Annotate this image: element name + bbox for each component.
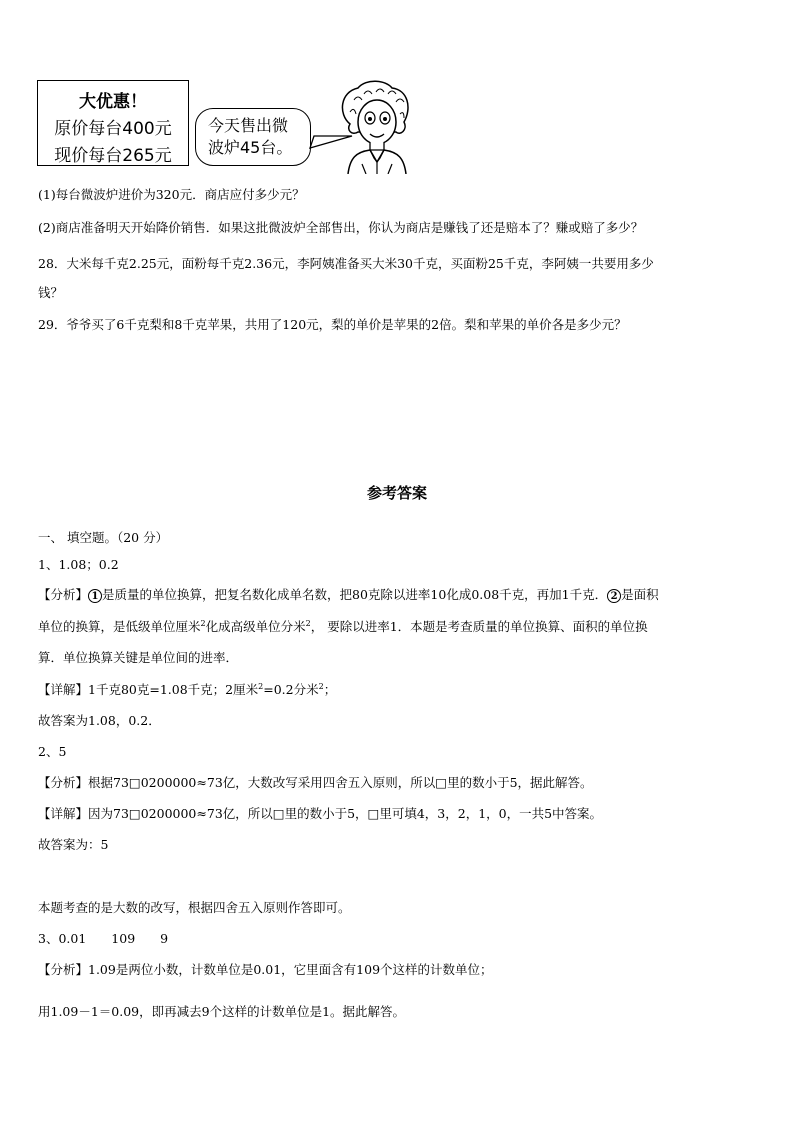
answer-2-comment: 本题考查的是大数的改写，根据四舍五入原则作答即可。 xyxy=(38,900,351,915)
question-27-2: (2)商店准备明天开始降价销售．如果这批微波炉全部售出，你认为商店是赚钱了还是赔本了？赚或赔了多少？ xyxy=(38,220,644,235)
answer-2-detail: 【详解】因为73□0200000≈73亿，所以□里的数小于5，□里可填4，3，2，1，0，一共5中答案。 xyxy=(38,806,603,821)
answer-3-analysis-line2: 用1.09－1＝0.09，即再减去9个这样的计数单位是1。据此解答。 xyxy=(38,1004,406,1019)
answer-2-result: 故答案为：5 xyxy=(38,837,109,852)
answer-3-number: 3、0.01 109 9 xyxy=(38,931,169,946)
answers-title: 参考答案 xyxy=(366,484,427,502)
section-1-heading: 一、 填空题。（20 分） xyxy=(38,530,169,545)
speech-bubble xyxy=(195,108,311,166)
superscript: 2 xyxy=(258,681,264,691)
answer-1-detail xyxy=(38,682,336,698)
question-27-1: (1)每台微波炉进价为320元．商店应付多少元？ xyxy=(38,187,305,202)
detail-text-c: ； xyxy=(323,682,337,697)
current-price: 现价每台265元 xyxy=(54,146,172,166)
analysis-text-1b: 是面积 xyxy=(621,587,659,602)
analysis-text-2b: 化成高级单位分米 xyxy=(205,619,306,634)
answer-1-analysis-line3: 算．单位换算关键是单位间的进率． xyxy=(38,650,239,665)
answer-1-result: 故答案为1.08，0.2． xyxy=(38,713,161,728)
sale-title: 大优惠！ xyxy=(79,92,147,112)
answer-2-number: 2、5 xyxy=(38,744,67,759)
speech-line-2: 波炉45台。 xyxy=(208,138,293,157)
analysis-text-2a: 单位的换算，是低级单位厘米 xyxy=(38,619,201,634)
answer-1-analysis-line1 xyxy=(38,587,659,603)
answer-1-number: 1、1.08；0.2 xyxy=(38,557,119,572)
superscript: 2 xyxy=(318,681,324,691)
analysis-text-1: 是质量的单位换算，把复名数化成单名数，把80克除以进率10化成0.08千克，再加1千克． xyxy=(102,587,608,602)
clerk-figure-icon xyxy=(300,78,420,174)
answer-1-analysis-line2 xyxy=(38,619,648,635)
answer-3-analysis: 【分析】1.09是两位小数，计数单位是0.01，它里面含有109个这样的计数单位； xyxy=(38,962,493,977)
circled-number-1: 1 xyxy=(88,589,102,603)
original-price: 原价每台400元 xyxy=(54,119,172,139)
detail-text-a: 1千克80克=1.08千克；2厘米 xyxy=(88,682,259,697)
superscript: 2 xyxy=(305,618,311,628)
superscript: 2 xyxy=(200,618,206,628)
question-28-line2: 钱？ xyxy=(38,285,64,300)
detail-label: 【详解】 xyxy=(38,682,89,697)
detail-text-b: =0.2分米 xyxy=(263,682,319,697)
analysis-text-2c: ， 要除以进率1．本题是考查质量的单位换算、面积的单位换 xyxy=(310,619,648,634)
sale-sign xyxy=(37,80,189,166)
question-29: 29．爷爷买了6千克梨和8千克苹果，共用了120元，梨的单价是苹果的2倍。梨和苹果的单价各是多少元？ xyxy=(38,317,627,332)
answer-2-analysis: 【分析】根据73□0200000≈73亿，大数改写采用四舍五入原则，所以□里的数小于5，据此解答。 xyxy=(38,775,593,790)
circled-number-2: 2 xyxy=(607,589,621,603)
analysis-label: 【分析】 xyxy=(38,587,89,602)
speech-line-1: 今天售出微 xyxy=(208,116,289,135)
question-28-line1: 28．大米每千克2.25元，面粉每千克2.36元，李阿姨准备买大米30千克，买面粉25千克，李阿姨一共要用多少 xyxy=(38,256,654,271)
